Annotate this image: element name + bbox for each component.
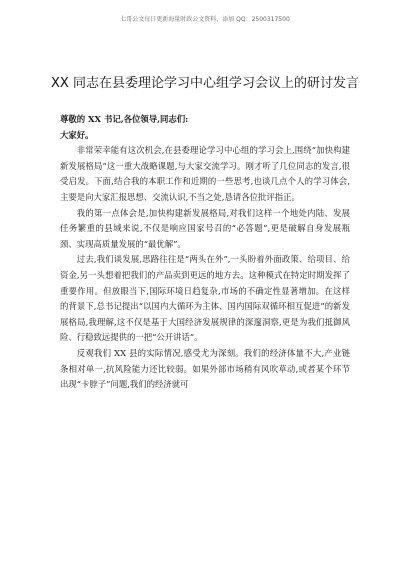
salutation: 尊敬的 XX 书记,各位领导,同志们: [60, 114, 189, 124]
paragraph: 我的第一点体会是,加快构建新发展格局,对我们这样一个地处内陆、发展任务繁重的县域来说,不仅是响应国家号召的“必答题”,更是破解自身发展瓶颈、实现高质量发展的“最优解”。 [60, 207, 350, 249]
document-body [60, 112, 350, 393]
paragraph: 过去,我们谈发展,思路往往是“两头在外”,一头盼着外面政策、给项目、给资金,另一头想着把我们的产品卖到更远的地方去。这种模式在特定时期发挥了重要作用。但放眼当下,国际环境日趋复杂,市场的不确定性显著增加。在这样的背景下,总书记提出“以国内大循环为主体、国内国际双循环相互促进”的新发展格局,我理解,这不仅是基于大国经济发展规律的深邃洞察,更是为我们抵御风险、行稳致远提供的一把“公开讲话”。 [60, 254, 350, 343]
paragraph: 非常荣幸能有这次机会,在县委理论学习中心组的学习会上,围绕“加快构建新发展格局”这一重大战略课题,与大家交流学习。刚才听了几位同志的发言,很受启发。下面,结合我的本职工作和近期的一些思考,也谈几点个人的学习体会,主要是向大家汇报思想、交流认识,不当之处,恳请各位批评指正。 [60, 145, 350, 202]
document-title: XX 同志在县委理论学习中心组学习会议上的研讨发言 [51, 76, 359, 91]
paragraph: 反观我们 XX 县的实际情况,感受尤为深刻。我们的经济体量不大,产业链条相对单一,抗风险能力还比较弱。如果外部市场稍有风吹草动,或者某个环节出现“卡脖子”问题,我们的经济就可 [60, 347, 350, 390]
header-note: 七哥公文每日更新海量时政公文资料，添加 QQ：2500317500 [120, 16, 290, 23]
greeting: 大家好。 [60, 129, 94, 140]
